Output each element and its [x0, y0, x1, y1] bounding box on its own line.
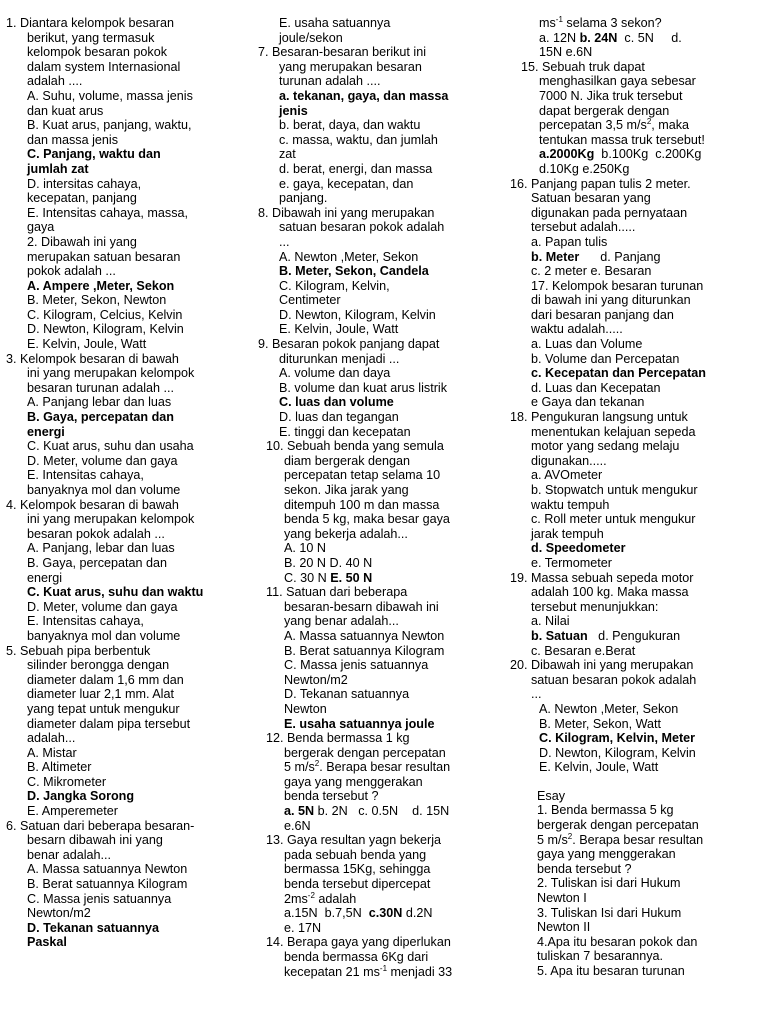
option-a: A. Mistar: [27, 745, 77, 760]
option-d: D. Newton, Kilogram, Kelvin: [539, 745, 696, 760]
option-b: b. Volume dan Percepatan: [531, 351, 680, 366]
question-8-stem: 8. Dibawah ini yang merupakan satuan besaran pokok adalah ...: [258, 205, 445, 249]
option-c-answer: c.30N: [368, 906, 403, 921]
options-c-e: c. 2 meter e. Besaran: [531, 264, 652, 279]
option-b-answer: b. Satuan: [531, 628, 588, 643]
question-1-stem: 1. Diantara kelompok besaran berikut, yang termasuk kelompok besaran pokok dalam system Internasional adalah ....: [6, 16, 181, 89]
option-d: d. berat, energi, dan massa: [279, 161, 433, 176]
option-e-answer: E. 50 N: [330, 570, 373, 585]
option-a: A. Massa satuannya Newton: [284, 628, 445, 643]
option-d: D. Newton, Kilogram, Kelvin: [27, 322, 184, 337]
column-2: [258, 16, 504, 979]
question-18: [510, 410, 762, 571]
question-18-stem: 18. Pengukuran langsung untuk menentukan kelajuan sepeda motor yang sedang melaju digunakan.....: [510, 410, 696, 468]
question-17: [510, 279, 762, 410]
option-c: C. Mikrometer: [27, 774, 107, 789]
question-13: [258, 833, 504, 935]
question-9: [258, 337, 504, 439]
option-c-answer: C. Kuat arus, suhu dan waktu: [27, 585, 204, 600]
spacer: [510, 775, 762, 789]
option-a: a. Luas dan Volume: [531, 337, 643, 352]
question-7-stem: 7. Besaran-besaran berikut ini yang merupakan besaran turunan adalah ....: [258, 45, 427, 89]
options: a.2000Kg b.100Kg c.200Kg: [539, 147, 702, 162]
essay-section: [510, 789, 762, 979]
option-a-answer: a. 5N: [284, 804, 315, 819]
option-e: E. Intensitas cahaya, banyaknya mol dan volume: [27, 614, 181, 643]
option-b-d: B. 20 N D. 40 N: [284, 555, 373, 570]
option-a: A. Panjang lebar dan luas: [27, 395, 172, 410]
option-a: A. Suhu, volume, massa jenis dan kuat arus: [27, 88, 193, 118]
option-e: E. Kelvin, Joule, Watt: [279, 322, 399, 337]
option-b: B. Altimeter: [27, 760, 92, 775]
option-a: A. Newton ,Meter, Sekon: [279, 249, 419, 264]
option-b: B. Berat satuannya Kilogram: [284, 643, 445, 658]
question-9-stem: 9. Besaran pokok panjang dapat diturunkan menjadi ...: [258, 337, 440, 366]
options-b-d: b. Meter d. Panjang: [531, 249, 661, 264]
question-12: [258, 731, 504, 833]
options: a. 5N b. 2N c. 0.5N d. 15N: [284, 804, 450, 819]
option-c-answer: C. Kilogram, Kelvin, Meter: [539, 731, 696, 746]
question-1: [6, 16, 246, 235]
question-5-stem: 5. Sebuah pipa berbentuk silinder berongga dengan diameter dalam 1,6 mm dan diameter luar 2,1 mm. Alat yang tepat untuk mengukur diameter dalam pipa tersebut adalah...: [6, 643, 191, 746]
option-b-answer: b. 24N: [579, 30, 618, 45]
option-a-answer: a. tekanan, gaya, dan massa jenis: [279, 88, 449, 118]
question-13-stem: 13. Gaya resultan yagn bekerja pada sebuah benda yang bermassa 15Kg, sehingga benda tersebut dipercepat $2ms^{-2}$ adalah: [266, 833, 442, 906]
option-b: B. volume dan kuat arus listrik: [279, 380, 447, 395]
option-c-answer: c. Kecepatan dan Percepatan: [531, 366, 706, 381]
essay-5: 5. Apa itu besaran turunan: [537, 964, 685, 978]
question-19-stem: 19. Massa sebuah sepeda motor adalah 100 kg. Maka massa tersebut menunjukkan:: [510, 570, 694, 614]
option-e: e. 17N: [284, 920, 322, 935]
options: a. 12N b. 24N c. 5N d.: [539, 30, 682, 45]
essay-2: 2. Tuliskan isi dari Hukum Newton I: [537, 876, 681, 906]
option-d: D. intersitas cahaya, kecepatan, panjang: [27, 176, 142, 206]
option-b-answer: B. Meter, Sekon, Candela: [279, 264, 429, 279]
option-a: A. Newton ,Meter, Sekon: [539, 701, 679, 716]
question-10-stem: 10. Sebuah benda yang semula diam bergerak dengan percepatan tetap selama 10 sekon. Jika jarak yang ditempuh 100 m dan massa benda 5 kg, maka besar gaya yang bekerja adalah...: [266, 439, 450, 541]
question-12-stem: 12. Benda bermassa 1 kg bergerak dengan percepatan 5 $m/s^2$. Berapa besar resultan gaya yang menggerakan benda tersebut ?: [266, 731, 451, 804]
option-e: e. gaya, kecepatan, dan panjang.: [279, 176, 414, 206]
option-e: E. Kelvin, Joule, Watt: [539, 760, 659, 775]
option-c-answer: C. Panjang, waktu dan jumlah zat: [27, 147, 161, 176]
column-3: [510, 16, 762, 979]
option-c: C. 30 N: [284, 570, 331, 585]
option-e: e Gaya dan tekanan: [531, 395, 645, 410]
option-a: a. Papan tulis: [531, 234, 608, 249]
option-c: C. Kilogram, Celcius, Kelvin: [27, 307, 183, 322]
question-14: [258, 935, 504, 979]
option-a: a. AVOmeter: [531, 468, 603, 483]
question-15: 15. Sebuah truk dapat menghasilkan gaya sebesar 7000 N. Jika truk tersebut dapat bergerak dengan percepatan 3,5 $m/s^2$, maka tentukan massa truk tersebut! a.2000Kg b.100Kg c.200Kg d.10Kg e.250Kg: [510, 60, 762, 177]
option-c-answer: C. luas dan volume: [279, 395, 394, 410]
option-b: B. Meter, Sekon, Watt: [539, 716, 662, 731]
option-a: A. Massa satuannya Newton: [27, 862, 188, 877]
option-e: E. Kelvin, Joule, Watt: [27, 337, 147, 352]
option-d: D. Tekanan satuannya Newton: [284, 687, 410, 716]
question-8: [258, 206, 504, 337]
option-a-answer: A. Ampere ,Meter, Sekon: [27, 278, 175, 293]
question-6-option-e: E. usaha satuannya joule/sekon: [279, 16, 391, 45]
question-20: [510, 658, 762, 775]
option-b-answer: b. Meter: [531, 249, 580, 264]
option-a-answer: a.2000Kg: [539, 147, 595, 162]
option-b: B. Berat satuannya Kilogram: [27, 877, 188, 892]
option-b-answer: B. Gaya, percepatan dan energi: [27, 410, 174, 439]
question-5: [6, 644, 246, 819]
question-14-stem: 14. Berapa gaya yang diperlukan benda bermassa 6Kg dari kecepatan 21 $ms^{-1}$ menjadi 33: [266, 935, 453, 979]
question-16-stem: 16. Panjang papan tulis 2 meter. Satuan besaran yang digunakan pada pernyataan tersebut adalah.....: [510, 176, 691, 235]
option-e-answer: E. usaha satuannya joule: [284, 716, 435, 731]
option-b: B. Kuat arus, panjang, waktu, dan massa jenis: [27, 118, 192, 147]
option-e: e. Termometer: [531, 555, 612, 570]
option-d: D. Meter, volume dan gaya: [27, 453, 178, 468]
option-a: a. Nilai: [531, 614, 570, 629]
option-d: D. luas dan tegangan: [279, 410, 399, 425]
question-15-stem: 15. Sebuah truk dapat menghasilkan gaya sebesar 7000 N. Jika truk tersebut dapat bergerak dengan percepatan 3,5 $m/s^2$, maka tentukan massa truk tersebut!: [521, 59, 705, 147]
option-d-answer: D. Jangka Sorong: [27, 789, 135, 804]
option-a: A. 10 N: [284, 541, 326, 556]
essay-3: 3. Tuliskan Isi dari Hukum Newton II: [537, 905, 682, 935]
option-c-e: [258, 571, 504, 586]
option-d: D. Meter, volume dan gaya: [27, 599, 178, 614]
question-17-stem: 17. Kelompok besaran turunan di bawah ini yang diturunkan dari besaran panjang dan waktu adalah.....: [531, 278, 704, 337]
question-11-stem: 11. Satuan dari beberapa besaran-besarn dibawah ini yang benar adalah...: [266, 585, 439, 629]
question-11: [258, 585, 504, 731]
option-d: D. Newton, Kilogram, Kelvin: [279, 307, 436, 322]
question-6: [0, 819, 246, 950]
option-c: c. Roll meter untuk mengukur jarak tempuh: [531, 512, 696, 541]
options: a.15N b.7,5N c.30N d.2N: [284, 906, 433, 921]
question-19: [510, 571, 762, 659]
question-20-stem: 20. Dibawah ini yang merupakan satuan besaran pokok adalah ...: [510, 658, 697, 702]
option-c: C. Massa jenis satuannya Newton/m2: [284, 658, 429, 687]
question-2: [6, 235, 246, 352]
question-10: [258, 439, 504, 585]
question-3-stem: 3. Kelompok besaran di bawah ini yang merupakan kelompok besaran turunan adalah ...: [6, 351, 195, 395]
essay-title: Esay: [537, 788, 565, 803]
option-e: E. Intensitas cahaya, massa, gaya: [27, 205, 189, 235]
option-a: A. Panjang, lebar dan luas: [27, 541, 175, 556]
option-d: d. Luas dan Kecepatan: [531, 380, 661, 395]
question-14-continued: $ms^{-1}$ selama 3 sekon? a. 12N b. 24N c. 5N d. 15N e.6N: [510, 16, 762, 60]
options-b-d: b. Satuan d. Pengukuran: [531, 628, 681, 643]
option-d-answer: d. Speedometer: [531, 541, 626, 556]
option-c: c. massa, waktu, dan jumlah zat: [279, 132, 438, 162]
question-4-stem: 4. Kelompok besaran di bawah ini yang merupakan kelompok besaran pokok adalah ...: [6, 497, 195, 541]
column-1: [6, 16, 246, 950]
option-e: e.6N: [284, 818, 311, 833]
question-16: [510, 177, 762, 279]
option-c: C. Kilogram, Kelvin, Centimeter: [279, 278, 390, 308]
option-b: b. berat, daya, dan waktu: [279, 118, 421, 133]
option-a: A. volume dan daya: [279, 366, 391, 381]
option-b: B. Gaya, percepatan dan energi: [27, 555, 168, 585]
question-4: [6, 498, 246, 644]
option-e: E. Amperemeter: [27, 804, 118, 819]
option-c: C. Massa jenis satuannya Newton/m2: [27, 891, 172, 921]
essay-1: 1. Benda bermassa 5 kg bergerak dengan percepatan 5 $m/s^2$. Berapa besar resultan gaya yang menggerakan benda tersebut ?: [537, 803, 704, 876]
option-c: C. Kuat arus, suhu dan usaha: [27, 439, 194, 454]
option-e: E. Intensitas cahaya, banyaknya mol dan volume: [27, 468, 181, 497]
option-e: E. tinggi dan kecepatan: [279, 424, 411, 439]
option-b: b. Stopwatch untuk mengukur waktu tempuh: [531, 483, 698, 512]
essay-4: 4.Apa itu besaran pokok dan tuliskan 7 besarannya.: [537, 934, 698, 964]
option-b: B. Meter, Sekon, Newton: [27, 293, 167, 308]
question-6-stem: 6. Satuan dari beberapa besaran- besarn dibawah ini yang benar adalah...: [6, 818, 195, 862]
options-c-e: c. Besaran e.Berat: [531, 643, 636, 658]
question-7: [258, 45, 504, 206]
option-d-answer: D. Tekanan satuannya Paskal: [27, 920, 160, 950]
question-3: [6, 352, 246, 498]
question-2-stem: 2. Dibawah ini yang merupakan satuan besaran pokok adalah ...: [27, 234, 181, 279]
